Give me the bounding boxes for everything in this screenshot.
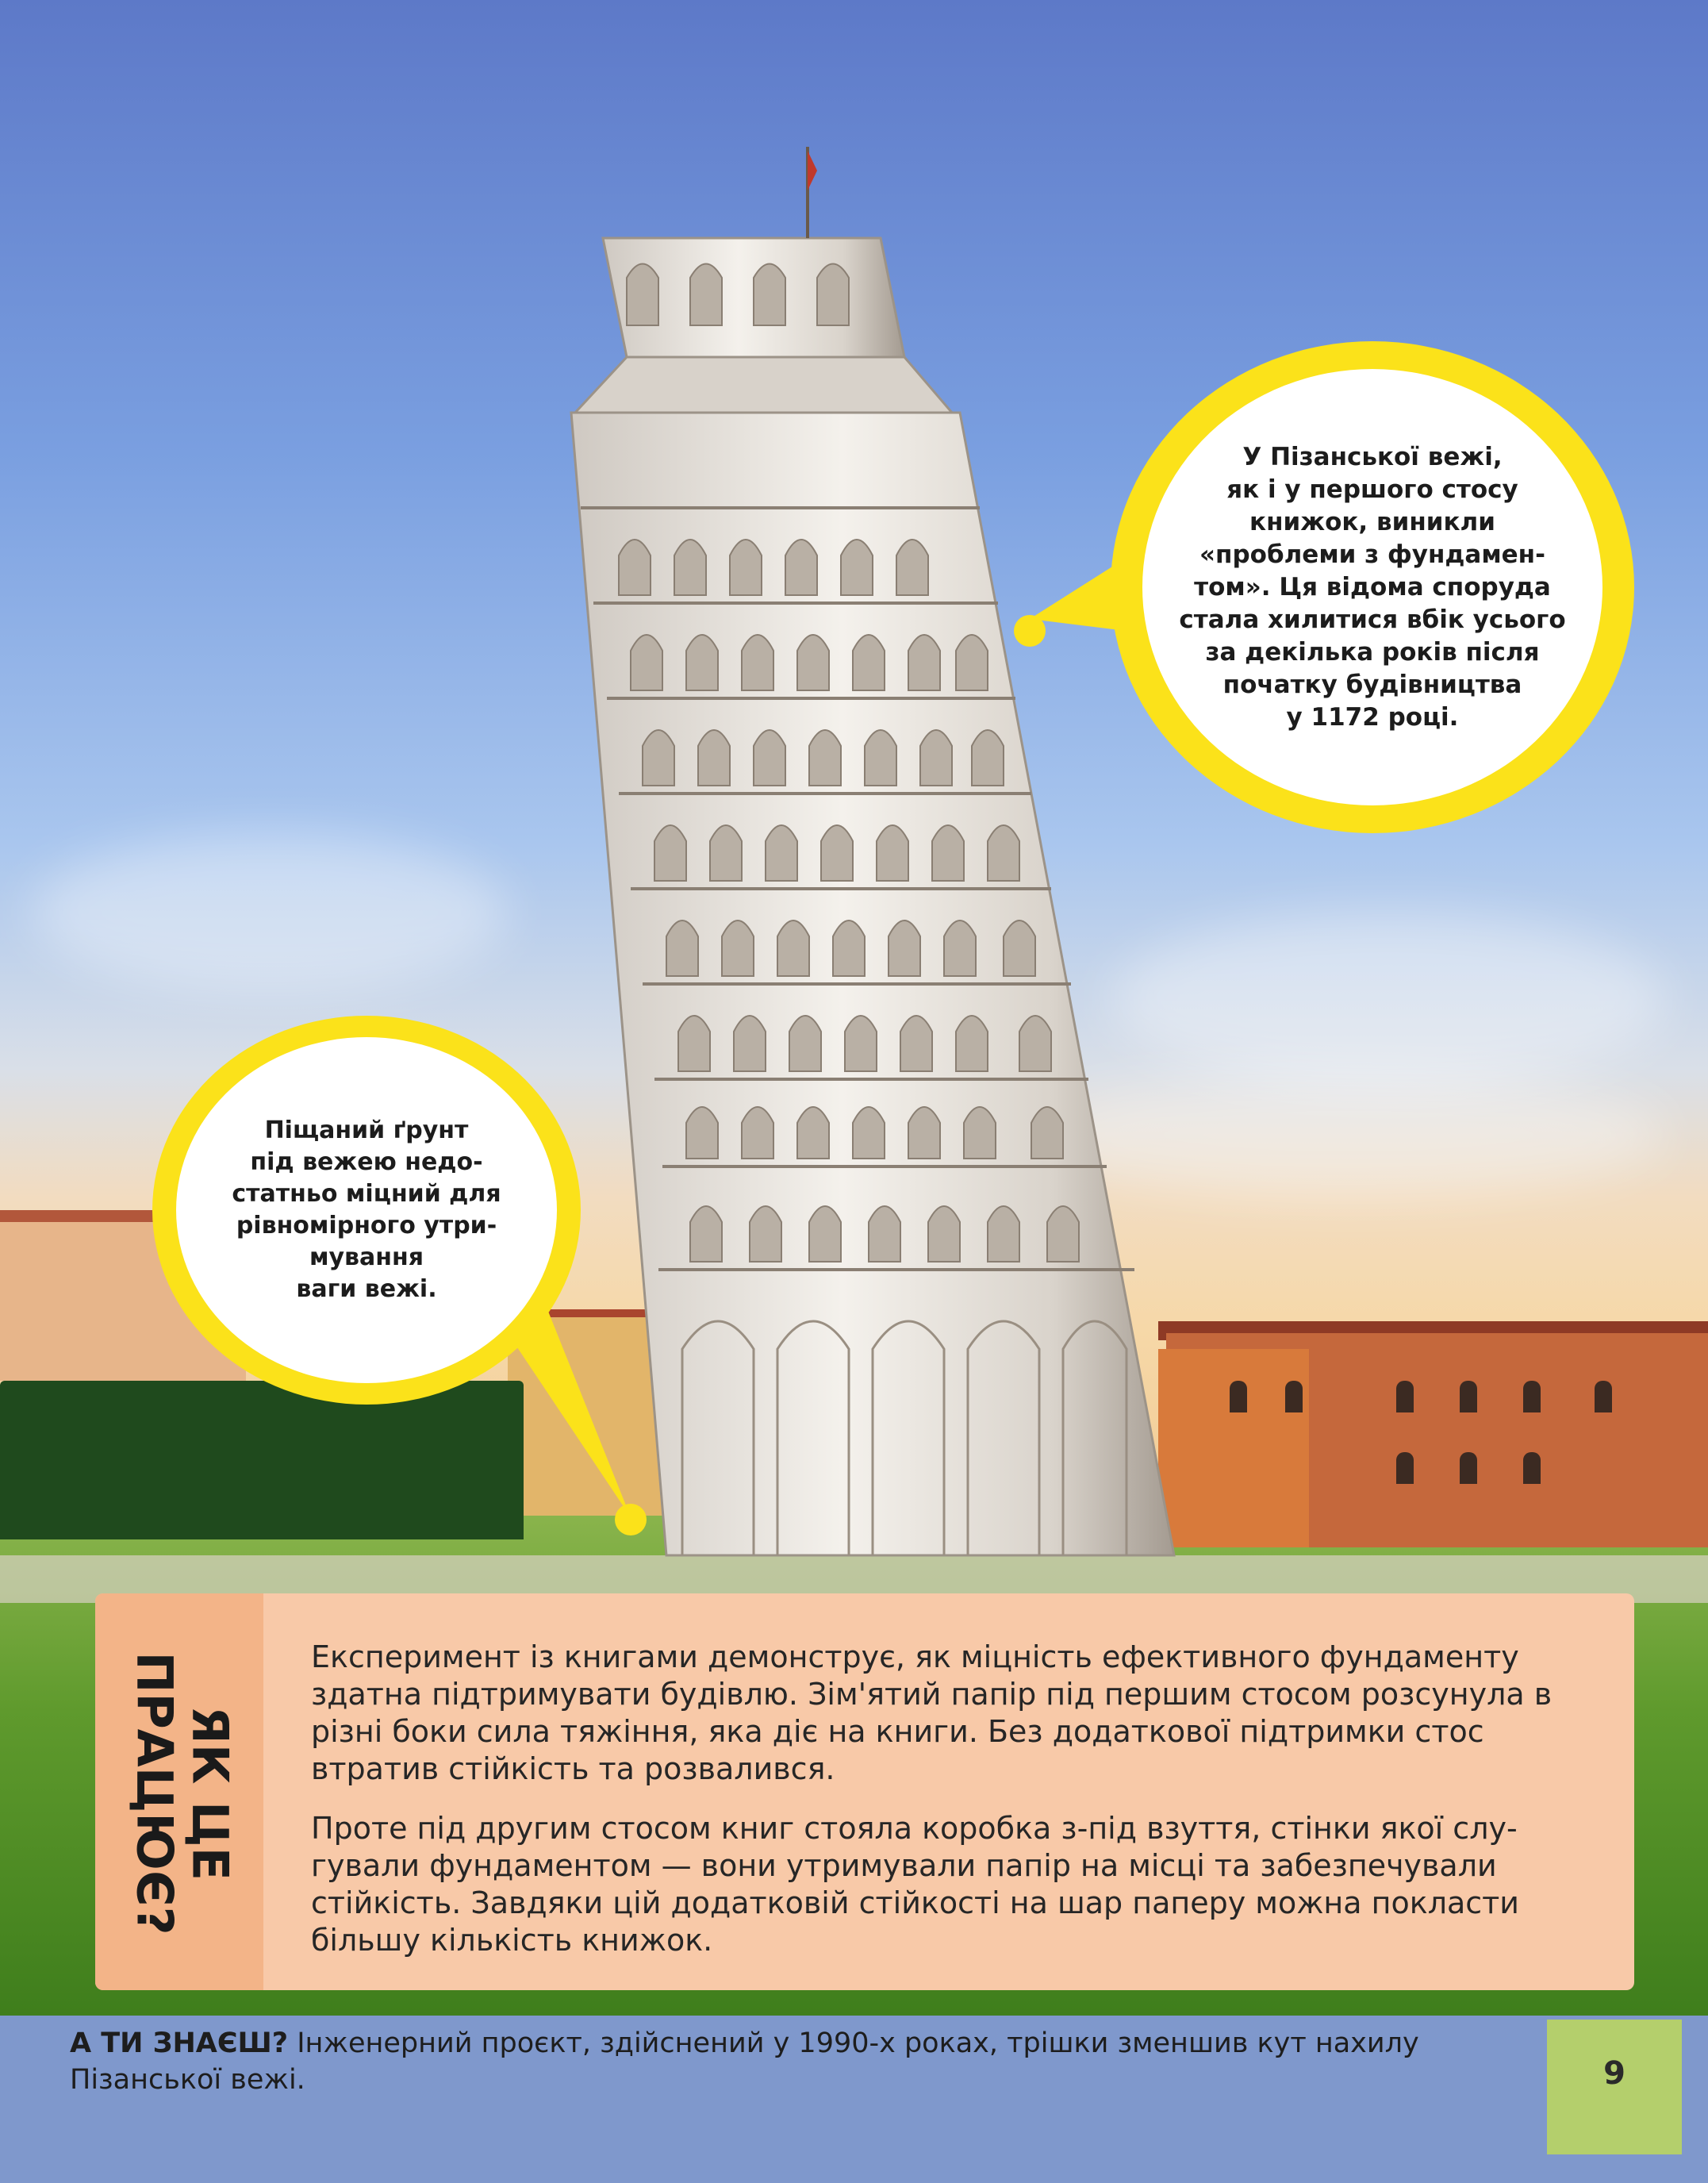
info-paragraph-1: Експеримент із книгами демонструє, як міцність ефективного фундаменту здатна підтримувати будівлю. Зім'ятий папір під першим стосом розсунула в різні боки сила тяжіння, яка діє на книги. Без додаткової підтримки стос втратив стійкість та розвалився.: [311, 1639, 1553, 1786]
speech-bubble-top-content: [1142, 369, 1602, 805]
bubble-pointer-dot: [615, 1504, 647, 1535]
info-box-title-text: ЯК ЦЕ ПРАЦЮЄ?: [126, 1651, 240, 1935]
speech-bubble-left-content: [176, 1037, 557, 1383]
page-number: 9: [1603, 2055, 1625, 2092]
info-box-body: [311, 1639, 1596, 1981]
speech-bubble-left-text: Піщаний ґрунт під вежею недо- статньо міцний для рівномірного утри- мування ваги вежі.: [232, 1116, 501, 1303]
speech-bubble-top-text: У Пізанської вежі, як і у першого стосу книжок, виникли «проблеми з фундамен- том». Ця відома споруда стала хилитися вбік усього за декілька років після початку будівництва у 1172 році.: [1179, 442, 1566, 732]
info-paragraph-2: Проте під другим стосом книг стояла коробка з-під взуття, стінки якої слу- гували фундаментом — вони утримували папір на місці та забезпечували стійкість. Завдяки цій додатковій стійкості на шар паперу можна покласти більшу кількість книжок.: [311, 1811, 1519, 1958]
info-box-title: [123, 1619, 242, 1968]
did-you-know-text: Інженерний проєкт, здійснений у 1990-х роках, трішки зменшив кут нахилу Пізанської вежі.: [70, 2027, 1419, 2096]
did-you-know-note: [70, 2025, 1553, 2098]
did-you-know-heading: А ТИ ЗНАЄШ?: [70, 2027, 289, 2059]
